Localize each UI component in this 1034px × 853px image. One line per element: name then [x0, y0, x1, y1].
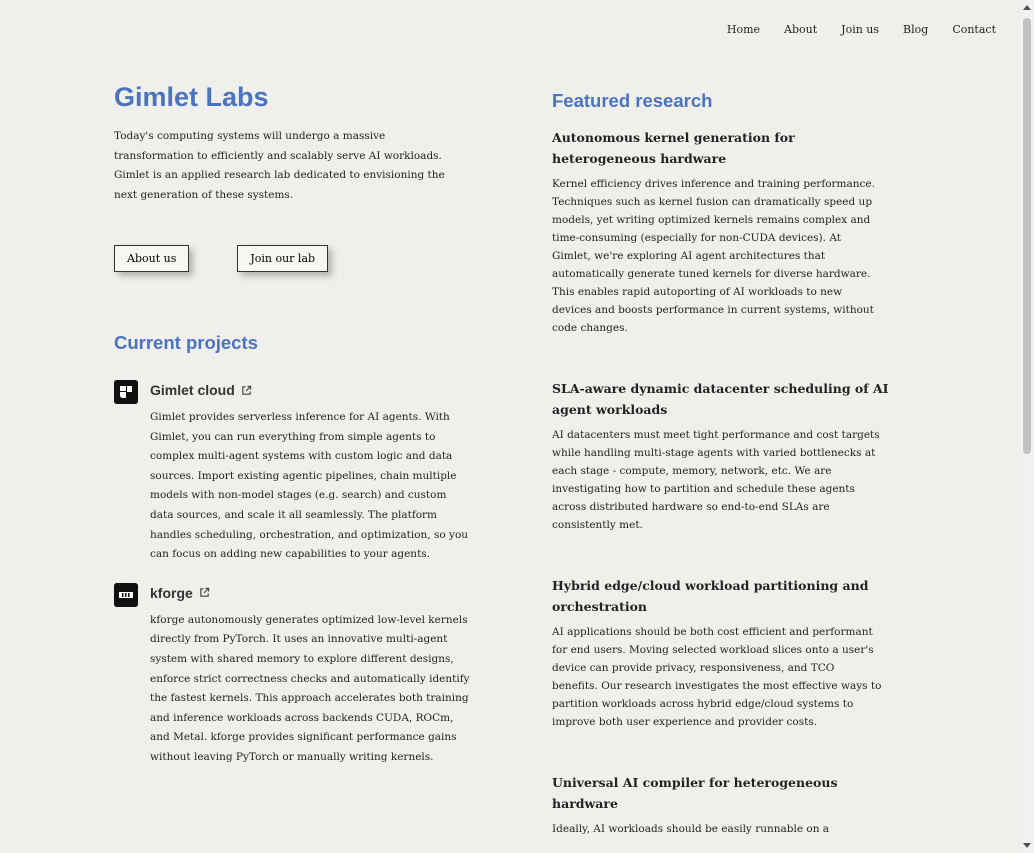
project-name-link[interactable]	[150, 585, 470, 601]
gimlet-logo-icon	[114, 380, 138, 404]
page-title: Gimlet Labs	[114, 82, 269, 112]
intro-text: Today's computing systems will undergo a massive transformation to efficiently and scalably serve AI workloads. Gimlet is an applied research lab dedicated to envisioning the next generation of these systems.	[114, 130, 445, 201]
project-kforge	[114, 583, 474, 768]
nav-about-link[interactable]: About	[784, 23, 818, 36]
research-item-title: Autonomous kernel generation for heterogeneous hardware	[552, 130, 795, 166]
research-item-description: AI applications should be both cost efficient and performant for end users. Moving selected workload slices onto a user's device can provide privacy, responsiveness, and TCO benefits. Our research investigates the most effective ways to partition workloads across hybrid edge/cloud systems to improve both user experience and provider costs.	[552, 626, 882, 728]
external-link-icon	[241, 385, 252, 396]
nav-blog-link[interactable]: Blog	[903, 23, 929, 36]
nav-join-link[interactable]: Join us	[841, 23, 880, 36]
research-item	[552, 127, 902, 337]
nav-home-link[interactable]: Home	[726, 23, 761, 36]
research-title: Featured research	[552, 90, 713, 111]
project-name: kforge	[150, 584, 193, 601]
project-body	[150, 583, 470, 768]
project-description: Gimlet provides serverless inference for AI agents. With Gimlet, you can run everything from simple agents to complex multi-agent systems with custom logic and data sources. Import existing agentic pipelines, chain multiple models with non-model stages (e.g. search) and custom data sources, and scale it all seamlessly. The platform handles scheduling, orchestration, and optimization, so you can focus on adding new capabilities to your agents.	[150, 411, 469, 561]
scrollbar-thumb[interactable]	[1023, 18, 1031, 454]
top-nav	[727, 23, 996, 36]
research-item-title: SLA-aware dynamic datacenter scheduling of AI agent workloads	[552, 381, 889, 417]
project-description: kforge autonomously generates optimized low-level kernels directly from PyTorch. It uses an innovative multi-agent system with shared memory to explore different designs, enforce strict correctness checks and automatically identify the fastest kernels. This approach accelerates both training and inference workloads across backends CUDA, ROCm, and Metal. kforge provides significant performance gains without leaving PyTorch or manually writing kernels.	[150, 613, 470, 763]
project-body	[150, 380, 470, 565]
kforge-logo-icon	[114, 583, 138, 607]
projects-title: Current projects	[114, 332, 258, 353]
research-item-title: Hybrid edge/cloud workload partitioning and orchestration	[552, 578, 869, 614]
research-item-description: Kernel efficiency drives inference and training performance. Techniques such as kernel fusion can dramatically speed up models, yet writing optimized kernels remains complex and time-consuming (especially for non-CUDA devices). At Gimlet, we're exploring AI agent architectures that automatically generate tuned kernels for diverse hardware. This enables rapid autoporting of AI workloads to new devices and boosts performance in current systems, without code changes.	[552, 178, 875, 334]
about-us-button[interactable]: About us	[114, 245, 189, 272]
research-item	[552, 575, 902, 731]
research-item-title: Universal AI compiler for heterogeneous hardware	[552, 775, 838, 811]
nav-contact-link[interactable]: Contact	[952, 23, 996, 36]
left-column	[114, 82, 474, 786]
research-item-description: Ideally, AI workloads should be easily runnable on a	[552, 823, 830, 835]
external-link-icon	[199, 587, 210, 598]
research-item-description: AI datacenters must meet tight performance and cost targets while handling multi-stage agents with varied bottlenecks at each stage - compute, memory, network, etc. We are investigating how to partition and schedule these agents across distributed hardware so end-to-end SLAs are consistently met.	[552, 429, 880, 531]
project-gimlet-cloud	[114, 380, 474, 565]
scroll-down-icon[interactable]	[1023, 843, 1031, 848]
research-item	[552, 772, 902, 838]
scroll-up-icon[interactable]	[1023, 5, 1031, 10]
project-name-link[interactable]	[150, 382, 470, 398]
right-column	[552, 90, 902, 838]
join-lab-button[interactable]: Join our lab	[237, 245, 328, 272]
project-name: Gimlet cloud	[150, 382, 235, 398]
page-scrollbar[interactable]	[1020, 0, 1034, 853]
hero-buttons	[114, 245, 474, 272]
research-item	[552, 378, 902, 534]
